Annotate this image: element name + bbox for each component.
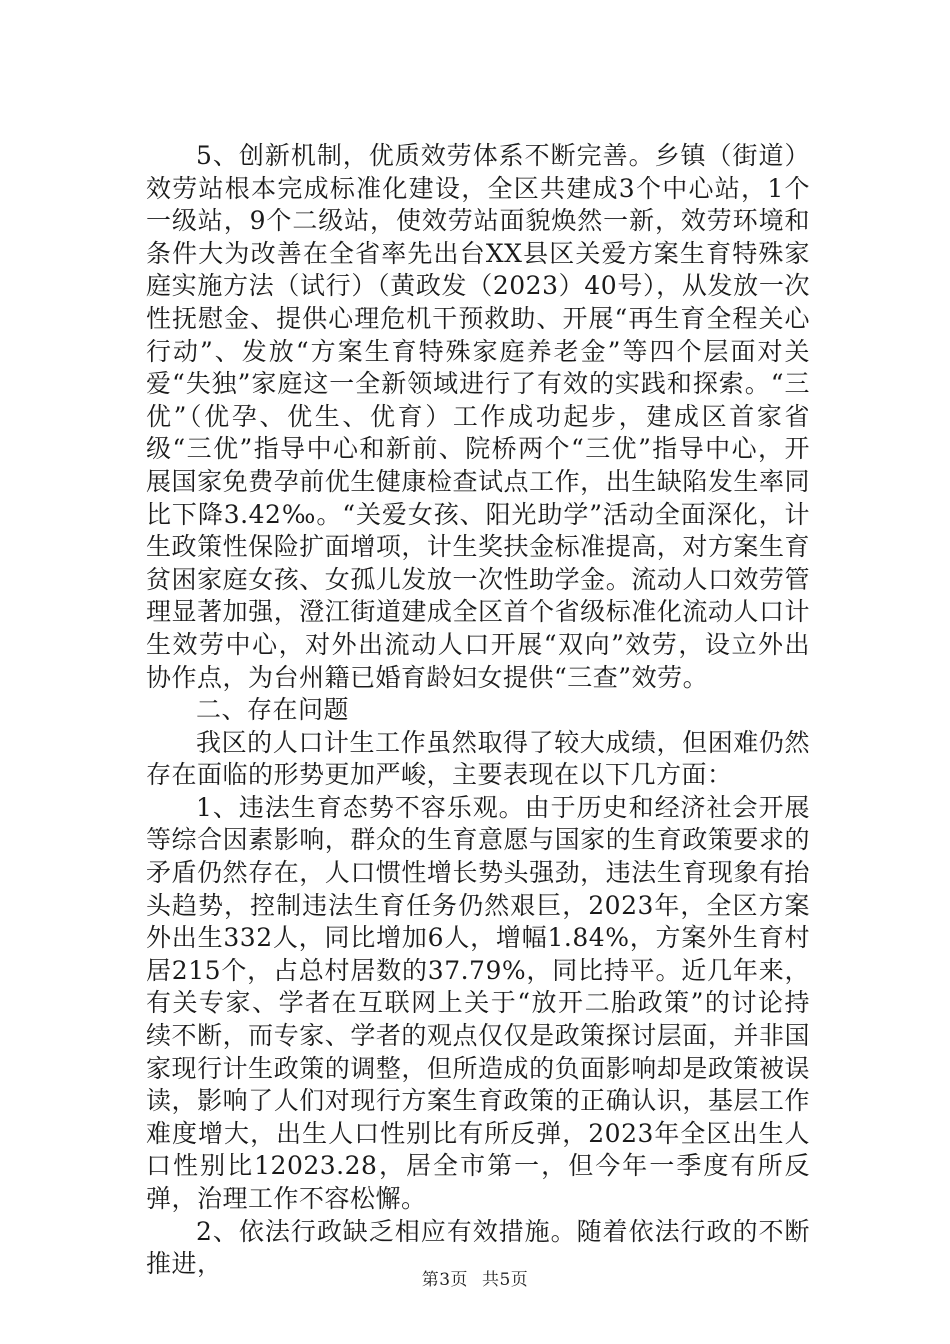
paragraph-illegal-births: 1、违法生育态势不容乐观。由于历史和经济社会开展等综合因素影响，群众的生育意愿与国家的生育政策要求的矛盾仍然存在，人口惯性增长势头强劲，违法生育现象有抬头趋势，控制违法生育任务仍然艰巨，2023年，全区方案外出生332人，同比增加6人，增幅1.84%，方案外生育村居215个，占总村居数的37.79%，同比持平。近几年来，有关专家、学者在互联网上关于“放开二胎政策”的讨论持续不断，而专家、学者的观点仅仅是政策探讨层面，并非国家现行计生政策的调整，但所造成的负面影响却是政策被误读，影响了人们对现行方案生育政策的正确认识，基层工作难度增大，出生人口性别比有所反弹，2023年全区出生人口性别比12023.28，居全市第一，但今年一季度有所反弹，治理工作不容松懈。 — [146, 792, 810, 1213]
section-heading-problems: 二、存在问题 — [196, 695, 350, 725]
paragraph-problems-intro: 我区的人口计生工作虽然取得了较大成绩，但困难仍然存在面临的形势更加严峻，主要表现在以下几方面： — [146, 727, 810, 790]
page-footer — [0, 1265, 950, 1290]
document-body — [146, 140, 810, 1281]
paragraph-mechanism-innovation: 5、创新机制，优质效劳体系不断完善。乡镇（街道）效劳站根本完成标准化建设，全区共建成3个中心站，1个一级站，9个二级站，使效劳站面貌焕然一新，效劳环境和条件大为改善在全省率先出台XX县区关爱方案生育特殊家庭实施方法（试行）（黄政发（2023）40号），从发放一次性抚慰金、提供心理危机干预救助、开展“再生育全程关心行动”、发放“方案生育特殊家庭养老金”等四个层面对关爱“失独”家庭这一全新领域进行了有效的实践和探索。“三优”（优孕、优生、优育）工作成功起步，建成区首家省级“三优”指导中心和新前、院桥两个“三优”指导中心，开展国家免费孕前优生健康检查试点工作，出生缺陷发生率同比下降3.42‰。“关爱女孩、阳光助学”活动全面深化，计生政策性保险扩面增项，计生奖扶金标准提高，对方案生育贫困家庭女孩、女孤儿发放一次性助学金。流动人口效劳管理显著加强，澄江街道建成全区首个省级标准化流动人口计生效劳中心，对外出流动人口开展“双向”效劳，设立外出协作点，为台州籍已婚育龄妇女提供“三查”效劳。 — [146, 141, 810, 692]
paragraph-administration: 2、依法行政缺乏相应有效措施。随着依法行政的不断推进， — [146, 1216, 810, 1279]
page-number: 第3页 — [421, 1270, 469, 1290]
page-total: 共5页 — [481, 1270, 529, 1290]
